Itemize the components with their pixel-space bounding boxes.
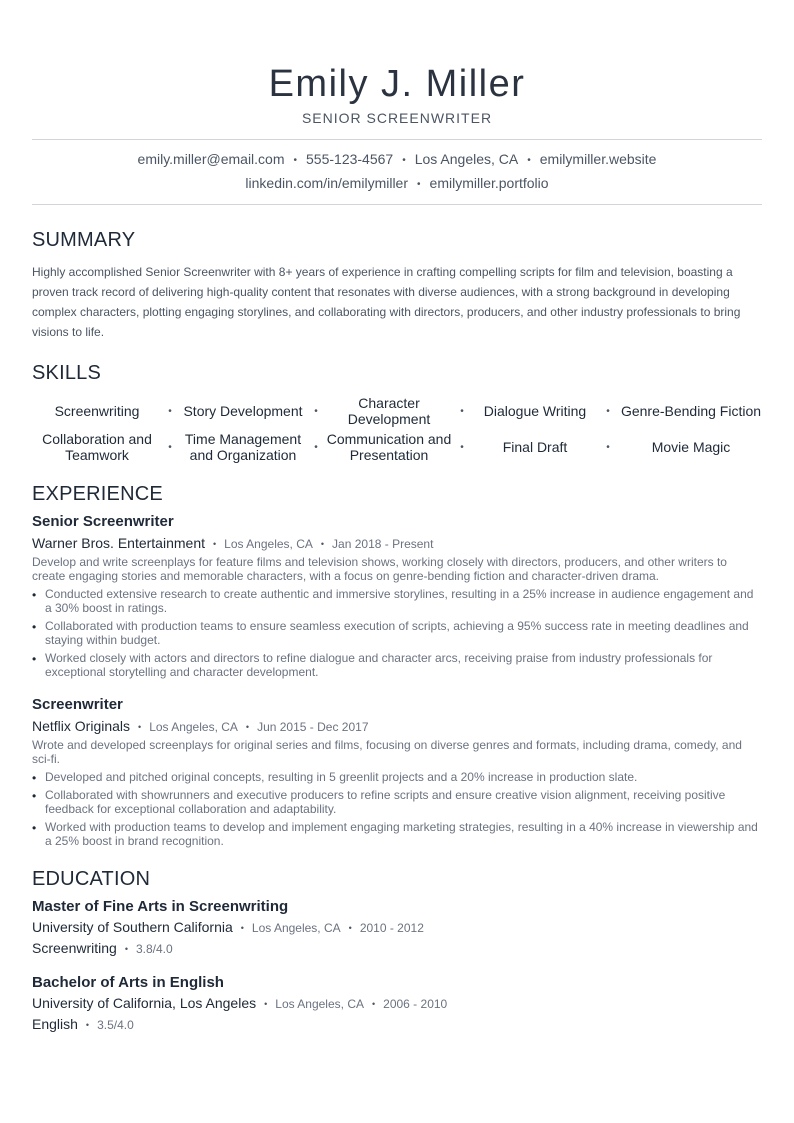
- skills-section: [32, 362, 762, 463]
- resume-header: [32, 0, 762, 126]
- job-bullet: • Worked with production teams to develop and implement engaging marketing strategies, resulting in a 40% increase in viewership and a 25% boost in brand recognition.: [32, 820, 762, 848]
- job-bullet: • Conducted extensive research to create authentic and immersive storylines, resulting in a 25% increase in audience engagement and a 30% boost in ratings.: [32, 587, 762, 615]
- education-degree: Bachelor of Arts in English: [32, 974, 224, 991]
- meta-separator: •: [213, 539, 217, 549]
- contact-bar: [32, 139, 762, 205]
- skill-item: Story Development: [183, 403, 303, 419]
- contact-email[interactable]: emily.miller@email.com: [137, 151, 285, 167]
- skill-item: Time Management and Organization: [184, 431, 302, 463]
- meta-separator: •: [372, 999, 376, 1009]
- job-bullet: • Collaborated with showrunners and executive producers to refine scripts and ensure creative vision alignment, receiving positive feedback for exceptional collaboration and adaptability.: [32, 788, 762, 816]
- education-section: [32, 868, 762, 1035]
- education-gpa: 3.5/4.0: [97, 1018, 134, 1032]
- skills-heading: SKILLS: [32, 362, 102, 384]
- education-location: Los Angeles, CA: [275, 997, 364, 1011]
- contact-portfolio[interactable]: emilymiller.portfolio: [429, 175, 549, 191]
- job-bullet: • Worked closely with actors and directors to refine dialogue and character arcs, receiving praise from industry professionals for exceptional storytelling and character development.: [32, 651, 762, 679]
- meta-separator: •: [264, 999, 268, 1009]
- contact-linkedin[interactable]: linkedin.com/in/emilymiller: [245, 175, 409, 191]
- experience-section: [32, 483, 762, 848]
- job-bullet: • Developed and pitched original concepts, resulting in 5 greenlit projects and a 20% increase in production slate.: [32, 770, 762, 784]
- meta-separator: •: [320, 539, 325, 549]
- job-dates: Jan 2018 - Present: [332, 537, 434, 551]
- education-location: Los Angeles, CA: [251, 921, 341, 935]
- meta-separator: •: [348, 923, 352, 933]
- education-field-line: [32, 1014, 762, 1035]
- job-location: Los Angeles, CA: [149, 720, 238, 734]
- skill-item: Communication and Presentation: [326, 431, 452, 463]
- summary-heading: SUMMARY: [32, 229, 136, 251]
- contact-separator: •: [402, 155, 406, 166]
- contact-separator: •: [293, 155, 298, 166]
- job-title: Screenwriter: [32, 696, 123, 713]
- education-field: Screenwriting: [32, 940, 117, 956]
- experience-heading: EXPERIENCE: [32, 483, 163, 505]
- job-location: Los Angeles, CA: [224, 537, 313, 551]
- skill-separator: •: [460, 441, 464, 453]
- skill-separator: •: [168, 405, 172, 417]
- education-dates: 2010 - 2012: [359, 921, 424, 935]
- job-description: Wrote and developed screenplays for original series and films, focusing on diverse genres and formats, including drama, comedy, and sci-fi.: [32, 738, 742, 766]
- skill-item: Genre-Bending Fiction: [620, 403, 762, 419]
- summary-section: [32, 229, 762, 342]
- job-dates: Jun 2015 - Dec 2017: [257, 720, 369, 734]
- education-dates: 2006 - 2010: [383, 997, 448, 1011]
- skill-item: Character Development: [347, 395, 431, 427]
- education-degree: Master of Fine Arts in Screenwriting: [32, 898, 289, 915]
- skill-separator: •: [460, 405, 464, 417]
- job-bullet: • Collaborated with production teams to ensure seamless execution of scripts, achieving a 95% success rate in meeting deadlines and staying within budget.: [32, 619, 762, 647]
- skills-grid: [32, 395, 762, 463]
- skill-separator: •: [606, 405, 610, 417]
- contact-location: Los Angeles, CA: [414, 151, 519, 167]
- education-school-line: [32, 917, 762, 938]
- contact-separator: •: [527, 155, 531, 166]
- education-school-line: [32, 993, 762, 1014]
- contact-website[interactable]: emilymiller.website: [539, 151, 657, 167]
- skill-item: Dialogue Writing: [483, 403, 587, 419]
- skill-item: Screenwriting: [54, 403, 140, 419]
- education-gpa: 3.8/4.0: [135, 942, 173, 956]
- contact-line-1: [32, 148, 762, 172]
- job-entry: [32, 695, 762, 848]
- job-entry: [32, 512, 762, 679]
- education-entry: [32, 973, 762, 1035]
- meta-separator: •: [138, 722, 142, 732]
- education-field-line: [32, 938, 762, 959]
- contact-separator: •: [417, 179, 421, 190]
- meta-separator: •: [245, 722, 250, 732]
- skill-item: Collaboration and Teamwork: [42, 431, 152, 463]
- skill-separator: •: [314, 441, 318, 453]
- skill-separator: •: [168, 441, 172, 453]
- skill-item: Final Draft: [502, 439, 568, 455]
- job-company: Netflix Originals: [32, 718, 131, 734]
- job-description: Develop and write screenplays for feature films and television shows, working closely with directors, producers, and other writers to create engaging stories and memorable characters, with a focus on genre-bending fiction and character-driven drama.: [32, 555, 727, 583]
- job-company: Warner Bros. Entertainment: [32, 535, 205, 551]
- education-field: English: [32, 1016, 78, 1032]
- education-entry: [32, 897, 762, 959]
- summary-text: Highly accomplished Senior Screenwriter with 8+ years of experience in crafting compelling scripts for film and television, boasting a proven track record of delivering high-quality content that resonates with diverse audiences, with a strong background in developing complex characters, plotting engaging storylines, and collaborating with directors, producers, and other industry professionals to bring visions to life.: [32, 265, 741, 339]
- contact-line-2: [32, 172, 762, 196]
- job-meta: [32, 715, 762, 738]
- skill-item: Movie Magic: [651, 439, 731, 455]
- job-bullets: [32, 587, 762, 679]
- contact-phone[interactable]: 555-123-4567: [306, 151, 394, 167]
- candidate-title: SENIOR SCREENWRITER: [301, 110, 493, 126]
- education-school: University of Southern California: [32, 919, 233, 935]
- meta-separator: •: [240, 923, 244, 933]
- education-school: University of California, Los Angeles: [32, 995, 257, 1011]
- job-meta: [32, 532, 762, 555]
- candidate-name: Emily J. Miller: [268, 63, 526, 105]
- meta-separator: •: [85, 1020, 90, 1030]
- job-title: Senior Screenwriter: [32, 513, 174, 530]
- job-bullets: [32, 770, 762, 848]
- education-heading: EDUCATION: [32, 868, 151, 890]
- skill-separator: •: [606, 441, 610, 453]
- skill-separator: •: [314, 405, 318, 417]
- meta-separator: •: [124, 944, 128, 954]
